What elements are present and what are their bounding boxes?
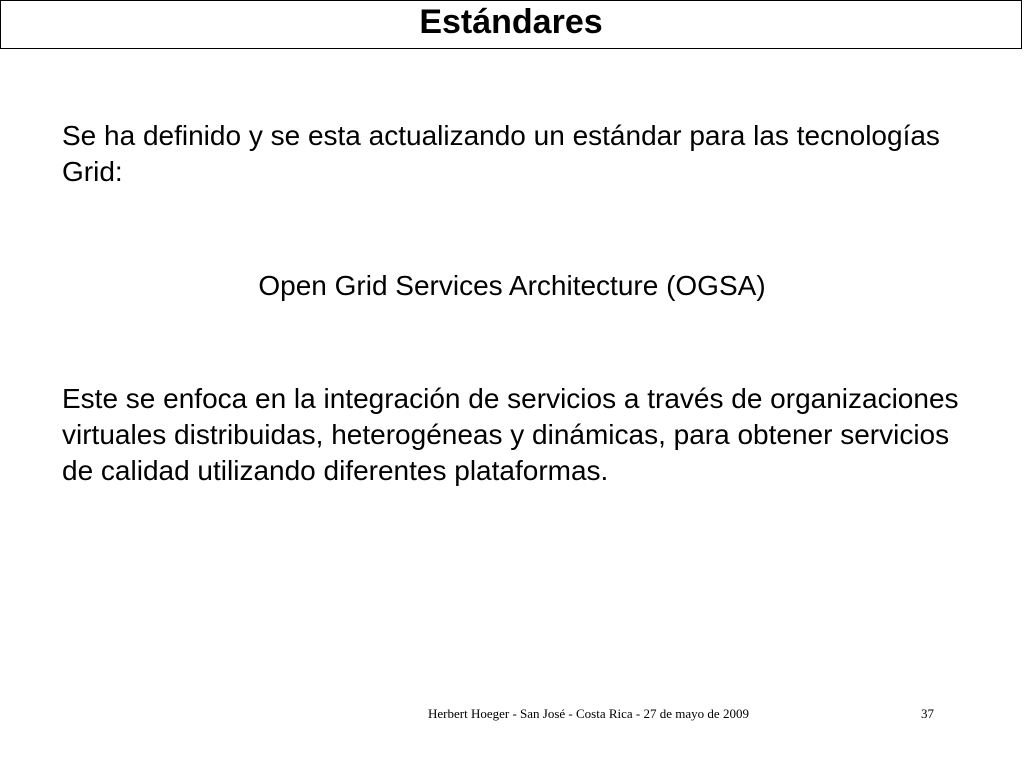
slide-title-bar — [0, 0, 1022, 49]
intro-paragraph: Se ha definido y se esta actualizando un estándar para las tecnologías Grid: — [62, 120, 940, 187]
slide-title: Estándares — [419, 2, 603, 41]
footer-credit: Herbert Hoeger - San José - Costa Rica - 27 de mayo de 2009 — [428, 706, 749, 721]
page-number: 37 — [921, 706, 934, 721]
description-paragraph: Este se enfoca en la integración de servicios a través de organizaciones virtuales distribuidas, heterogéneas y dinámicas, para obtener servicios de calidad utilizando diferentes plataformas. — [62, 383, 959, 486]
ogsa-heading: Open Grid Services Architecture (OGSA) — [258, 270, 766, 301]
